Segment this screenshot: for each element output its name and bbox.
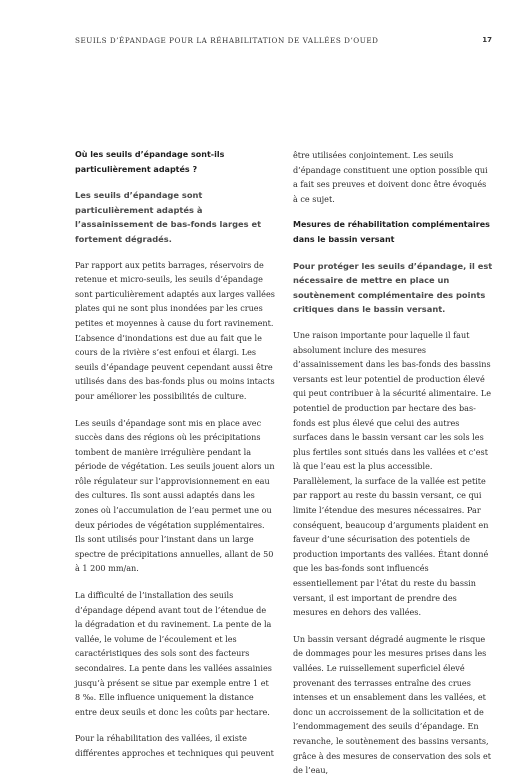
- lead-paragraph: Les seuils d’épandage sont particulièrement adaptés à l’assainissement de bas-fonds larges et fortement dégradés.: [75, 190, 262, 244]
- body-paragraph: Les seuils d’épandage sont mis en place avec succès dans des régions où les précipitations tombent de manière irrégulière pendant la période de végétation. Les seuils jouent alors un rôle régulateur sur l’approvisionnement en eau des cultures. Ils sont aussi adaptés dans les zones où l’accumulation de l’eau permet une ou deux périodes de végétation supplémentaires. Ils sont utilisés pour l’instant dans un large spectre de précipitations annuelles, allant de 50 à 1 200 mm/an.: [75, 417, 275, 574]
- body-paragraph: La difficulté de l’installation des seuils d’épandage dépend avant tout de l’étendue de la dégradation et du ravinement. La pente de la vallée, le volume de l’écoulement et les caractéristiques des sols sont des facteurs secondaires. La pente dans les vallées assainies jusqu’à présent se situe par exemple entre 1 et 8 ‰. Elle influence uniquement la distance entre deux seuils et donc les coûts par hectare.: [75, 590, 272, 717]
- body-paragraph: Une raison importante pour laquelle il faut absolument inclure des mesures d’assainissement dans les bas-fonds des bassins versants est leur potentiel de production élevé qui peut contribuer à la sécurité alimentaire. Le potentiel de production par hectare des bas-fonds est plus élevé que celui des autres surfaces dans le bassin versant car les sols les plus fertiles sont situés dans les vallées et c’est là que l’eau est la plus accessible. Parallèlement, la surface de la vallée est petite par rapport au reste du bassin versant, ce qui limite l’étendue des mesures nécessaires. Par conséquent, beaucoup d’arguments plaident en faveur d’une sécurisation des potentiels de production importants des vallées. Étant donné que les bas-fonds sont influencés essentiellement par l’état du reste du bassin versant, il est important de prendre des mesures en dehors des vallées.: [293, 329, 491, 618]
- section-question-heading: Où les seuils d’épandage sont-ils particulièrement adaptés ?: [75, 150, 225, 174]
- running-header: SEUILS D’ÉPANDAGE POUR LA RÉHABILITATION DE VALLÉES D’OUED: [75, 36, 379, 45]
- right-column: [293, 148, 493, 778]
- body-paragraph: Par rapport aux petits barrages, réservoirs de retenue et micro-seuils, les seuils d’épandage sont particulièrement adaptés aux larges vallées plates qui ne sont plus inondées par les crues petites et moyennes à cause du fort ravinement. L’absence d’inondations est due au fait que le cours de la rivière s’est enfoui et élargi. Les seuils d’épandage peuvent cependant aussi être utilisés dans des bas-fonds plus ou moins intacts pour améliorer les possibilités de culture.: [75, 259, 275, 401]
- lead-paragraph: Pour protéger les seuils d’épandage, il est nécessaire de mettre en place un soutènement complémentaire des points critiques dans le bassin versant.: [293, 260, 493, 315]
- left-column: [75, 148, 275, 761]
- subsection-heading: Mesures de réhabilitation complémentaires dans le bassin versant: [293, 220, 490, 244]
- body-paragraph: Un bassin versant dégradé augmente le risque de dommages pour les mesures prises dans les vallées. Le ruissellement superficiel élevé provenant des terrasses entraîne des crues intenses et un ensablement dans les vallées, et donc un accroissement de la sollicitation et de l’endommagement des seuils d’épandage. En revanche, le soutènement des bassins versants, grâce à des mesures de conservation des sols et de l’eau,: [293, 633, 492, 776]
- page-number: 17: [482, 36, 492, 44]
- continued-paragraph: être utilisées conjointement. Les seuils d’épandage constituent une option possible qui a fait ses preuves et doivent donc être évoqués à ce sujet.: [293, 150, 488, 204]
- body-paragraph: Pour la réhabilitation des vallées, il existe différentes approches et techniques qui peuvent: [75, 733, 274, 758]
